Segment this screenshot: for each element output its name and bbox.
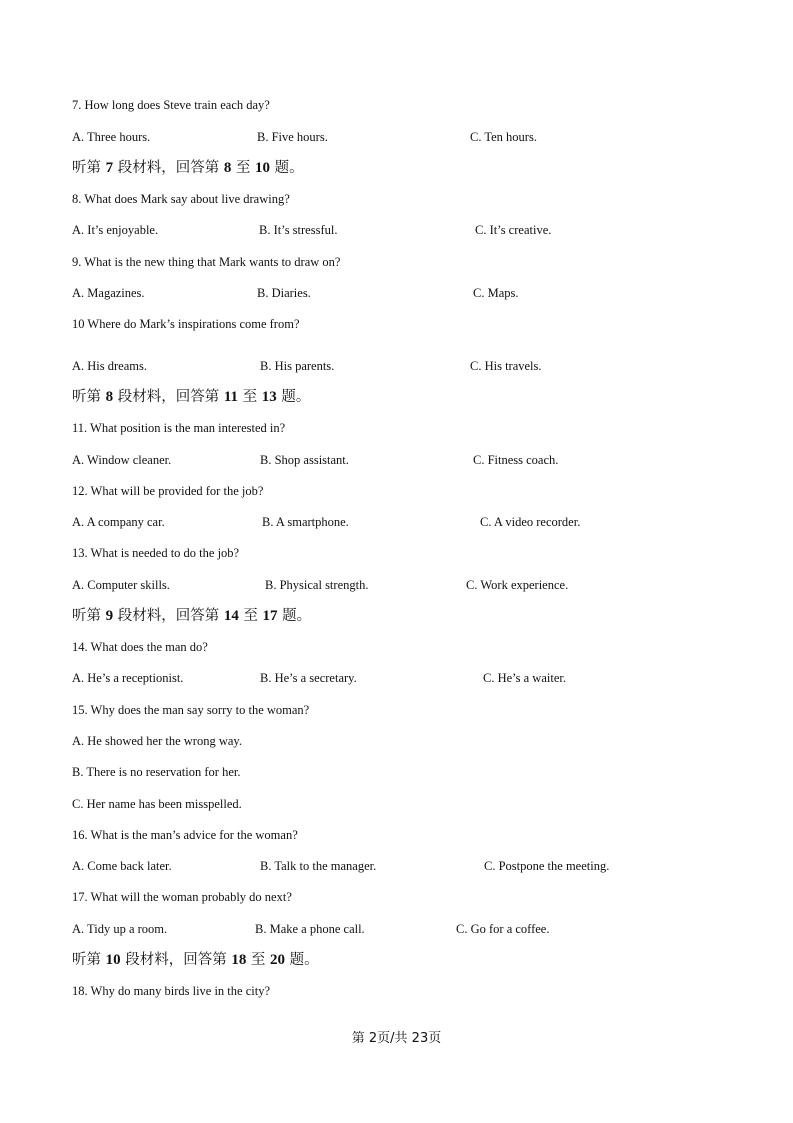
section-text: 题。	[285, 952, 319, 968]
section-text: 段材料，回答第	[113, 389, 224, 405]
section-number: 10	[255, 160, 271, 176]
section-text: 听第	[72, 952, 106, 968]
option-b: B. He’s a secretary.	[260, 671, 357, 685]
section-number: 17	[262, 608, 278, 624]
section-number: 11	[223, 389, 239, 405]
option-c: C. Ten hours.	[470, 130, 537, 144]
option-a: A. A company car.	[72, 515, 165, 529]
question-text: B. There is no reservation for her.	[72, 765, 241, 779]
option-b: B. Shop assistant.	[260, 453, 349, 467]
page-footer: 第 2页/共 23页	[351, 1031, 442, 1046]
section-text: 题。	[277, 608, 312, 624]
section-number: 8	[223, 160, 232, 176]
section-text: 听第	[72, 608, 106, 624]
question-text: 9. What is the new thing that Mark wants to draw on?	[72, 255, 341, 269]
option-c: C. It’s creative.	[475, 223, 552, 237]
section-number: 14	[223, 608, 239, 624]
section-heading	[72, 607, 311, 625]
section-text: 至	[231, 160, 256, 176]
option-a: A. Tidy up a room.	[72, 922, 168, 936]
option-b: B. His parents.	[260, 359, 335, 373]
section-heading	[72, 951, 319, 969]
question-text: A. He showed her the wrong way.	[72, 734, 242, 748]
section-number: 9	[105, 608, 114, 624]
question-text: 17. What will the woman probably do next?	[72, 890, 292, 904]
option-a: A. Window cleaner.	[72, 453, 172, 467]
question-text: 10 Where do Mark’s inspirations come from?	[72, 317, 300, 331]
option-c: C. Go for a coffee.	[456, 922, 550, 936]
section-number: 10	[105, 952, 121, 968]
section-number: 8	[105, 389, 114, 405]
question-text: 18. Why do many birds live in the city?	[72, 984, 270, 998]
question-text: 13. What is needed to do the job?	[72, 546, 240, 560]
section-number: 20	[270, 952, 286, 968]
question-text: 15. Why does the man say sorry to the woman?	[72, 703, 310, 717]
option-b: B. Make a phone call.	[255, 922, 365, 936]
option-c: C. Fitness coach.	[473, 453, 559, 467]
section-text: 听第	[72, 389, 106, 405]
option-b: B. A smartphone.	[262, 515, 349, 529]
question-text: 7. How long does Steve train each day?	[72, 98, 270, 112]
option-c: C. His travels.	[470, 359, 542, 373]
option-a: A. Computer skills.	[72, 578, 170, 592]
option-b: B. It’s stressful.	[259, 223, 338, 237]
option-c: C. Postpone the meeting.	[484, 859, 610, 873]
option-c: C. Maps.	[473, 286, 519, 300]
option-b: B. Diaries.	[257, 286, 311, 300]
question-text: 14. What does the man do?	[72, 640, 208, 654]
section-text: 题。	[270, 160, 304, 176]
section-number: 18	[231, 952, 247, 968]
section-heading	[72, 159, 304, 177]
question-text: 16. What is the man’s advice for the woman?	[72, 828, 298, 842]
question-text: 11. What position is the man interested in?	[72, 421, 286, 435]
section-text: 至	[238, 608, 263, 624]
option-a: A. Three hours.	[72, 130, 151, 144]
section-text: 段材料，回答第	[120, 952, 232, 968]
option-a: A. His dreams.	[72, 359, 147, 373]
section-number: 13	[261, 389, 277, 405]
question-text: C. Her name has been misspelled.	[72, 797, 242, 811]
option-b: B. Physical strength.	[265, 578, 369, 592]
section-text: 段材料，回答第	[113, 160, 224, 176]
question-text: 8. What does Mark say about live drawing?	[72, 192, 290, 206]
option-a: A. It’s enjoyable.	[72, 223, 159, 237]
question-text: 12. What will be provided for the job?	[72, 484, 264, 498]
option-a: A. He’s a receptionist.	[72, 671, 184, 685]
section-number: 7	[105, 160, 114, 176]
option-b: B. Talk to the manager.	[260, 859, 377, 873]
option-c: C. A video recorder.	[480, 515, 581, 529]
option-c: C. Work experience.	[466, 578, 569, 592]
option-b: B. Five hours.	[257, 130, 328, 144]
option-a: A. Magazines.	[72, 286, 145, 300]
section-text: 至	[238, 389, 262, 405]
section-text: 段材料，回答第	[113, 608, 224, 624]
option-a: A. Come back later.	[72, 859, 172, 873]
section-heading	[72, 388, 310, 406]
option-c: C. He’s a waiter.	[483, 671, 566, 685]
section-text: 听第	[72, 160, 106, 176]
section-text: 至	[246, 952, 271, 968]
section-text: 题。	[276, 389, 311, 405]
